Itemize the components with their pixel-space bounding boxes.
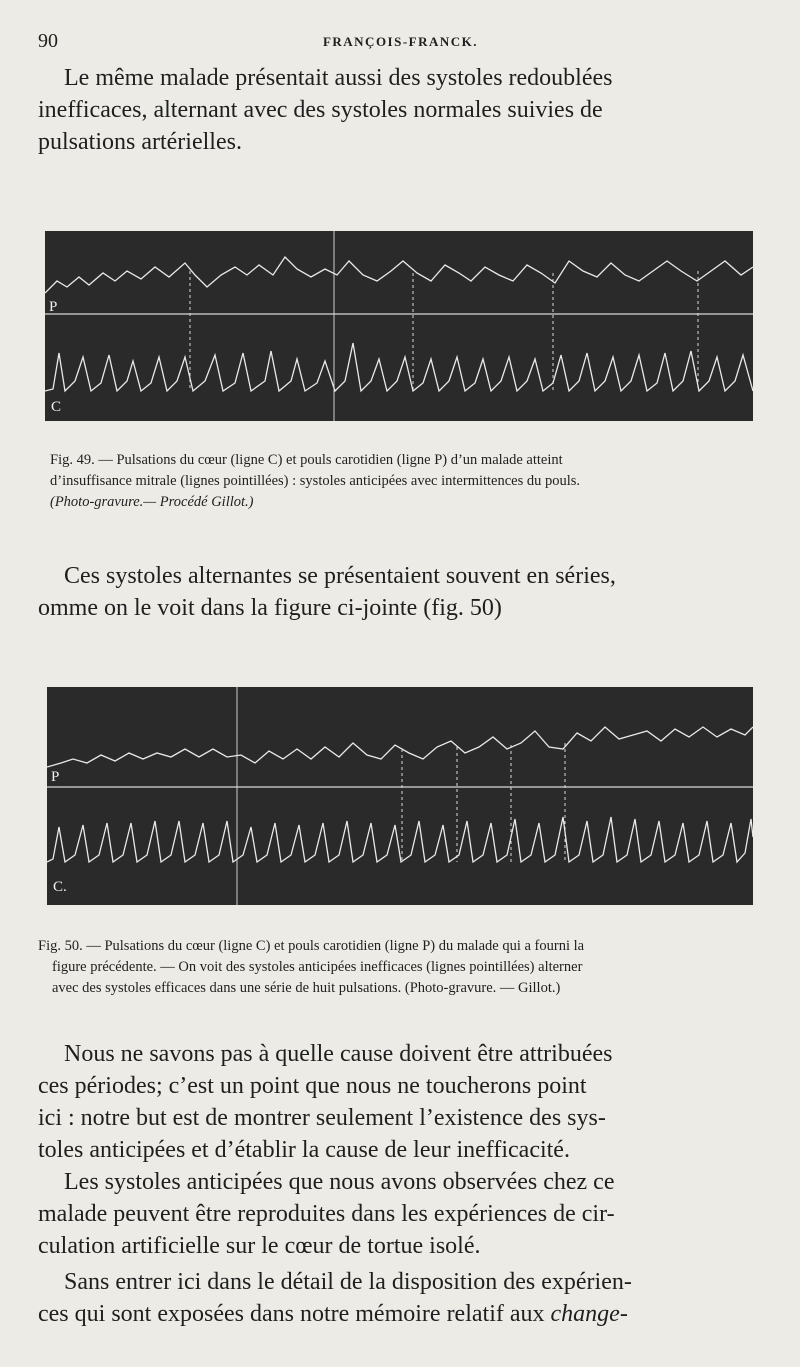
figure-50-tracing [47,687,753,905]
running-title: FRANÇOIS-FRANCK. [322,34,479,49]
trace-label-pulse: P [51,769,60,785]
text-line: Sans entrer ici dans le détail de la disposition des expérien- [64,1269,632,1295]
text-line-part: ces qui sont exposées dans notre mémoire relatif aux [38,1301,545,1327]
text-line: Ces systoles alternantes se présentaient souvent en séries, [64,563,616,589]
figure-50-caption [38,936,762,999]
italic-word: change- [550,1301,628,1327]
caption-line: Fig. 49. — Pulsations du cœur (ligne C) et pouls carotidien (ligne P) d’un malade atteint [50,452,563,468]
text-line: omme on le voit dans la figure ci-jointe (fig. 50) [38,595,502,621]
figure-49-tracing [45,231,753,421]
text-line: pulsations artérielles. [38,129,242,155]
page-number: 90 [38,30,58,52]
text-line [38,1298,763,1330]
caption-line: d’insuffisance mitrale (lignes pointillées) : systoles anticipées avec intermittences du pouls. [50,473,581,489]
page-header [38,30,763,56]
text-line: Les systoles anticipées que nous avons observées chez ce [64,1169,615,1195]
caption-line: figure précédente. — On voit des systoles anticipées inefficaces (lignes pointillées) alterner [52,959,583,975]
text-line: Le même malade présentait aussi des systoles redoublées [64,65,613,91]
trace-label-pulse: P [49,299,58,315]
trace-label-heart: C [51,399,62,415]
paragraph-3 [38,1038,763,1166]
paragraph-1 [38,62,763,158]
text-line: inefficaces, alternant avec des systoles normales suivies de [38,97,603,123]
figure-49-caption [50,450,762,513]
caption-line: avec des systoles efficaces dans une série de huit pulsations. (Photo-gravure. — Gillot.) [52,980,561,996]
text-line: malade peuvent être reproduites dans les expériences de cir- [38,1201,615,1227]
caption-line: (Photo-gravure.— Procédé Gillot.) [50,494,254,510]
paragraph-4 [38,1166,763,1262]
trace-label-heart: C. [53,879,67,895]
text-line: Nous ne savons pas à quelle cause doivent être attribuées [64,1041,613,1067]
paragraph-2 [38,560,763,624]
text-line: culation artificielle sur le cœur de tortue isolé. [38,1233,481,1259]
caption-line: Fig. 50. — Pulsations du cœur (ligne C) et pouls carotidien (ligne P) du malade qui a fourni la [38,938,585,954]
text-line: ici : notre but est de montrer seulement l’existence des sys- [38,1105,606,1131]
paragraph-5 [38,1266,763,1330]
text-line: toles anticipées et d’établir la cause de leur inefficacité. [38,1137,570,1163]
text-line: ces périodes; c’est un point que nous ne toucherons point [38,1073,587,1099]
